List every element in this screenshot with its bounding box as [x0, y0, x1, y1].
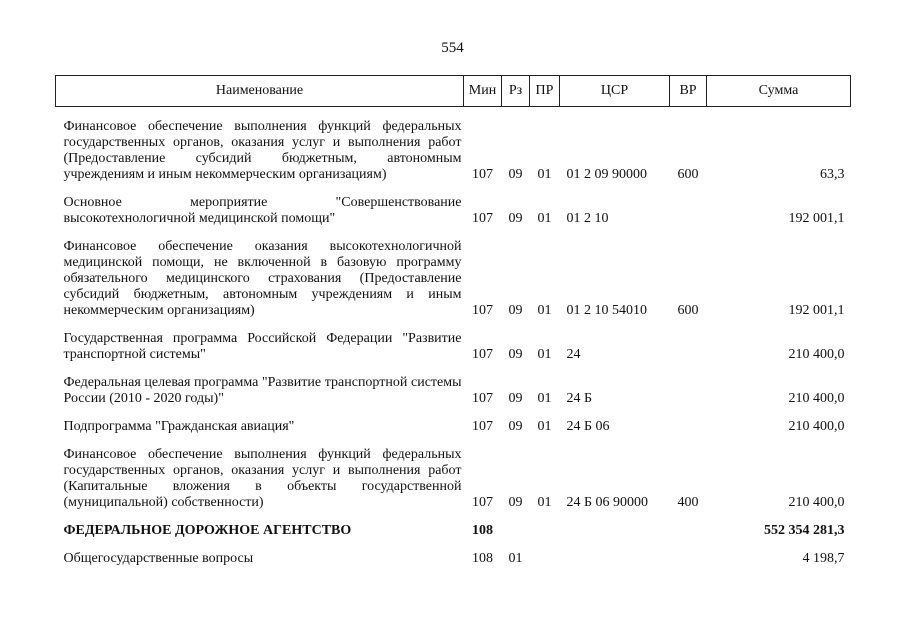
- header-rz: Рз: [502, 76, 530, 107]
- row-sum: 192 001,1: [788, 303, 845, 318]
- row-name: Финансовое обеспечение оказания высокотехнологичной медицинской помощи, не включенной в базовую программу обязательного медицинского страхования (Предоставление субсидий бюджетным, автономным учреждениям и иным некоммерческим организациям): [63, 239, 462, 318]
- row-vr: 400: [677, 495, 699, 510]
- header-name: Наименование: [56, 76, 464, 107]
- header-pr: ПР: [530, 76, 560, 107]
- row-min: 107: [472, 419, 493, 434]
- budget-table: [55, 75, 851, 567]
- row-rz: [502, 511, 530, 539]
- row-name: Финансовое обеспечение выполнения функций федеральных государственных органов, оказания услуг и выполнения работ (Капитальные вложения в объекты государственной (муниципальной) собственности): [63, 447, 462, 510]
- row-vr: [670, 183, 707, 227]
- page-number: 554: [441, 40, 464, 56]
- row-pr: [530, 539, 560, 567]
- row-csr: 01 2 10 54010: [566, 303, 647, 318]
- row-rz: 09: [508, 303, 523, 318]
- table-row-agency: [56, 511, 851, 539]
- table-row: [56, 319, 851, 363]
- row-sum: 210 400,0: [788, 391, 845, 406]
- row-csr: 24: [566, 347, 581, 362]
- header-vr: ВР: [670, 76, 707, 107]
- table-row: [56, 183, 851, 227]
- row-min: 107: [472, 167, 493, 182]
- row-vr: 600: [677, 167, 699, 182]
- row-name: Финансовое обеспечение выполнения функций федеральных государственных органов, оказания услуг и выполнения работ (Предоставление субсидий бюджетным, автономным учреждениям и иным некоммерческим организациям): [63, 119, 462, 182]
- row-name: Основное мероприятие "Совершенствование высокотехнологичной медицинской помощи": [63, 195, 462, 226]
- row-rz: 09: [508, 347, 523, 362]
- row-sum: 210 400,0: [788, 347, 845, 362]
- row-name: Государственная программа Российской Федерации "Развитие транспортной системы": [63, 331, 462, 362]
- row-vr: [670, 319, 707, 363]
- row-rz: 09: [508, 167, 523, 182]
- row-pr: [530, 511, 560, 539]
- row-name: Подпрограмма "Гражданская авиация": [63, 419, 295, 434]
- table-row: [56, 539, 851, 567]
- table-header-row: [56, 76, 851, 107]
- row-pr: 01: [537, 167, 552, 182]
- row-vr: 600: [677, 303, 699, 318]
- row-vr: [670, 363, 707, 407]
- row-vr: [670, 407, 707, 435]
- row-min: 108: [472, 551, 493, 566]
- row-vr: [670, 511, 707, 539]
- table-row: [56, 435, 851, 511]
- row-sum: 552 354 281,3: [764, 523, 845, 538]
- row-pr: 01: [537, 391, 552, 406]
- row-rz: 09: [508, 211, 523, 226]
- row-csr: 01 2 10: [566, 211, 609, 226]
- row-rz: 09: [508, 495, 523, 510]
- row-pr: 01: [537, 347, 552, 362]
- row-min: 107: [472, 495, 493, 510]
- header-csr: ЦСР: [560, 76, 670, 107]
- row-csr: 24 Б 06 90000: [566, 495, 649, 510]
- row-min: 107: [472, 303, 493, 318]
- row-csr: 01 2 09 90000: [566, 167, 647, 182]
- row-name: ФЕДЕРАЛЬНОЕ ДОРОЖНОЕ АГЕНТСТВО: [63, 523, 352, 538]
- row-rz: 09: [508, 391, 523, 406]
- row-name: Федеральная целевая программа "Развитие транспортной системы России (2010 - 2020 годы)": [63, 375, 462, 406]
- table-row: [56, 227, 851, 319]
- row-csr: 24 Б: [566, 391, 593, 406]
- row-pr: 01: [537, 495, 552, 510]
- row-sum: 4 198,7: [802, 551, 845, 566]
- row-pr: 01: [537, 303, 552, 318]
- row-sum: 210 400,0: [788, 419, 845, 434]
- table-row: [56, 407, 851, 435]
- row-sum: 63,3: [820, 167, 845, 182]
- row-min: 108: [472, 523, 493, 538]
- row-rz: 09: [508, 419, 523, 434]
- row-csr: [560, 539, 670, 567]
- row-pr: 01: [537, 211, 552, 226]
- row-pr: 01: [537, 419, 552, 434]
- row-min: 107: [472, 347, 493, 362]
- row-rz: 01: [508, 551, 523, 566]
- row-name: Общегосударственные вопросы: [63, 551, 254, 566]
- row-sum: 210 400,0: [788, 495, 845, 510]
- table-row: [56, 107, 851, 184]
- row-min: 107: [472, 211, 493, 226]
- row-csr: 24 Б 06: [566, 419, 610, 434]
- header-sum: Сумма: [707, 76, 851, 107]
- row-csr: [560, 511, 670, 539]
- row-min: 107: [472, 391, 493, 406]
- row-sum: 192 001,1: [788, 211, 845, 226]
- header-min: Мин: [464, 76, 502, 107]
- table-row: [56, 363, 851, 407]
- row-vr: [670, 539, 707, 567]
